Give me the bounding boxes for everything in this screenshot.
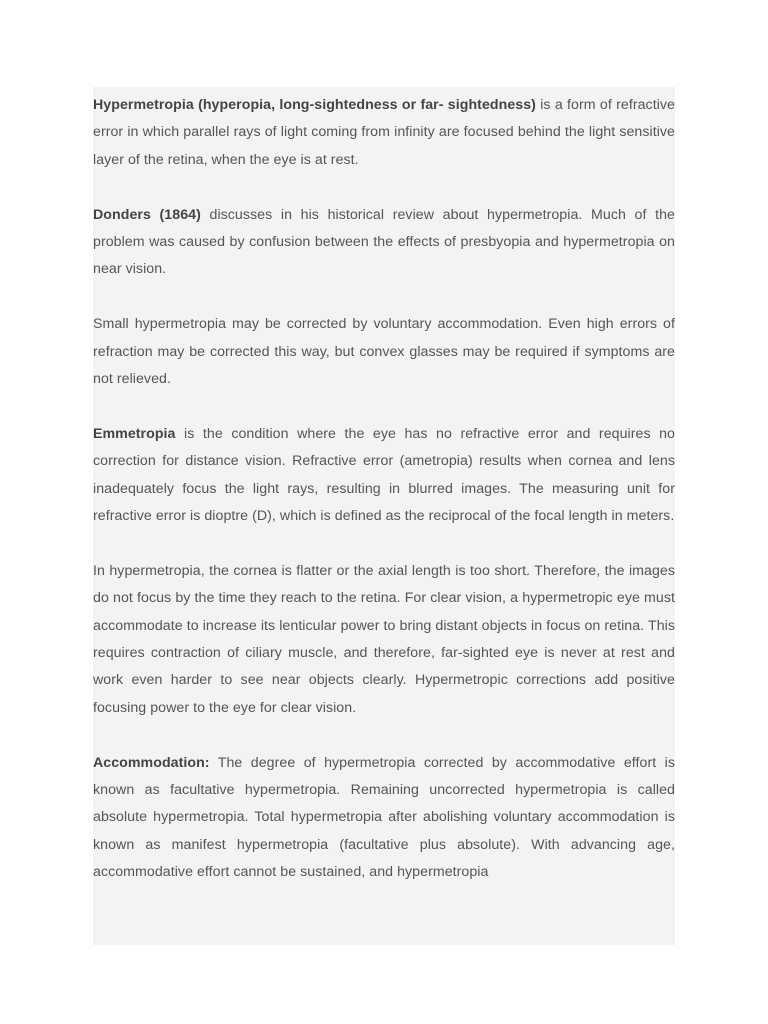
term-accommodation: Accommodation: bbox=[93, 754, 210, 771]
paragraph-text: In hypermetropia, the cornea is flatter or the axial length is too short. Therefore, the images do not focus by the time they reach to the retina. For clear vision, a hypermetropic eye must accommodate to increase its lenticular power to bring distant objects in focus on retina. This requires contraction of ciliary muscle, and therefore, far-sighted eye is never at rest and work even harder to see near objects clearly. Hypermetropic corrections add positive focusing power to the eye for clear vision. bbox=[93, 562, 675, 716]
term-emmetropia: Emmetropia bbox=[93, 425, 176, 442]
paragraph-text: discusses in his historical review about hypermetropia. Much of the problem was caused by confusion between the effects of presbyopia and hypermetropia on near vision. bbox=[93, 206, 675, 278]
paragraph-hypermetropia-definition bbox=[93, 92, 675, 174]
paragraph-cornea bbox=[93, 558, 675, 722]
paragraph-text: The degree of hypermetropia corrected by accommodative effort is known as facultative hypermetropia. Remaining uncorrected hypermetropia is called absolute hypermetropia. Total hypermetropia after abolishing voluntary accommodation is known as manifest hypermetropia (facultative plus absolute). With advancing age, accommodative effort cannot be sustained, and hypermetropia bbox=[93, 754, 675, 881]
paragraph-donders bbox=[93, 202, 675, 284]
text-block bbox=[93, 87, 675, 945]
paragraph-text: is a form of refractive error in which parallel rays of light coming from infinity are focused behind the light sensitive layer of the retina, when the eye is at rest. bbox=[93, 97, 675, 168]
paragraph-accommodation bbox=[93, 750, 675, 887]
paragraph-text: is the condition where the eye has no refractive error and requires no correction for distance vision. Refractive error (ametropia) results when cornea and lens inadequately focus the light rays, resulting in blurred images. The measuring unit for refractive error is dioptre (D), which is defined as the reciprocal of the focal length in meters. bbox=[93, 425, 675, 525]
term-hypermetropia: Hypermetropia (hyperopia, long-sightedness or far- sightedness) bbox=[93, 97, 536, 113]
paragraph-emmetropia bbox=[93, 421, 675, 531]
paragraph-list bbox=[93, 87, 675, 887]
paragraph-text: Small hypermetropia may be corrected by voluntary accommodation. Even high errors of refraction may be corrected this way, but convex glasses may be required if symptoms are not relieved. bbox=[93, 316, 675, 388]
term-donders: Donders (1864) bbox=[93, 206, 201, 223]
paragraph-small-hypermetropia bbox=[93, 311, 675, 393]
